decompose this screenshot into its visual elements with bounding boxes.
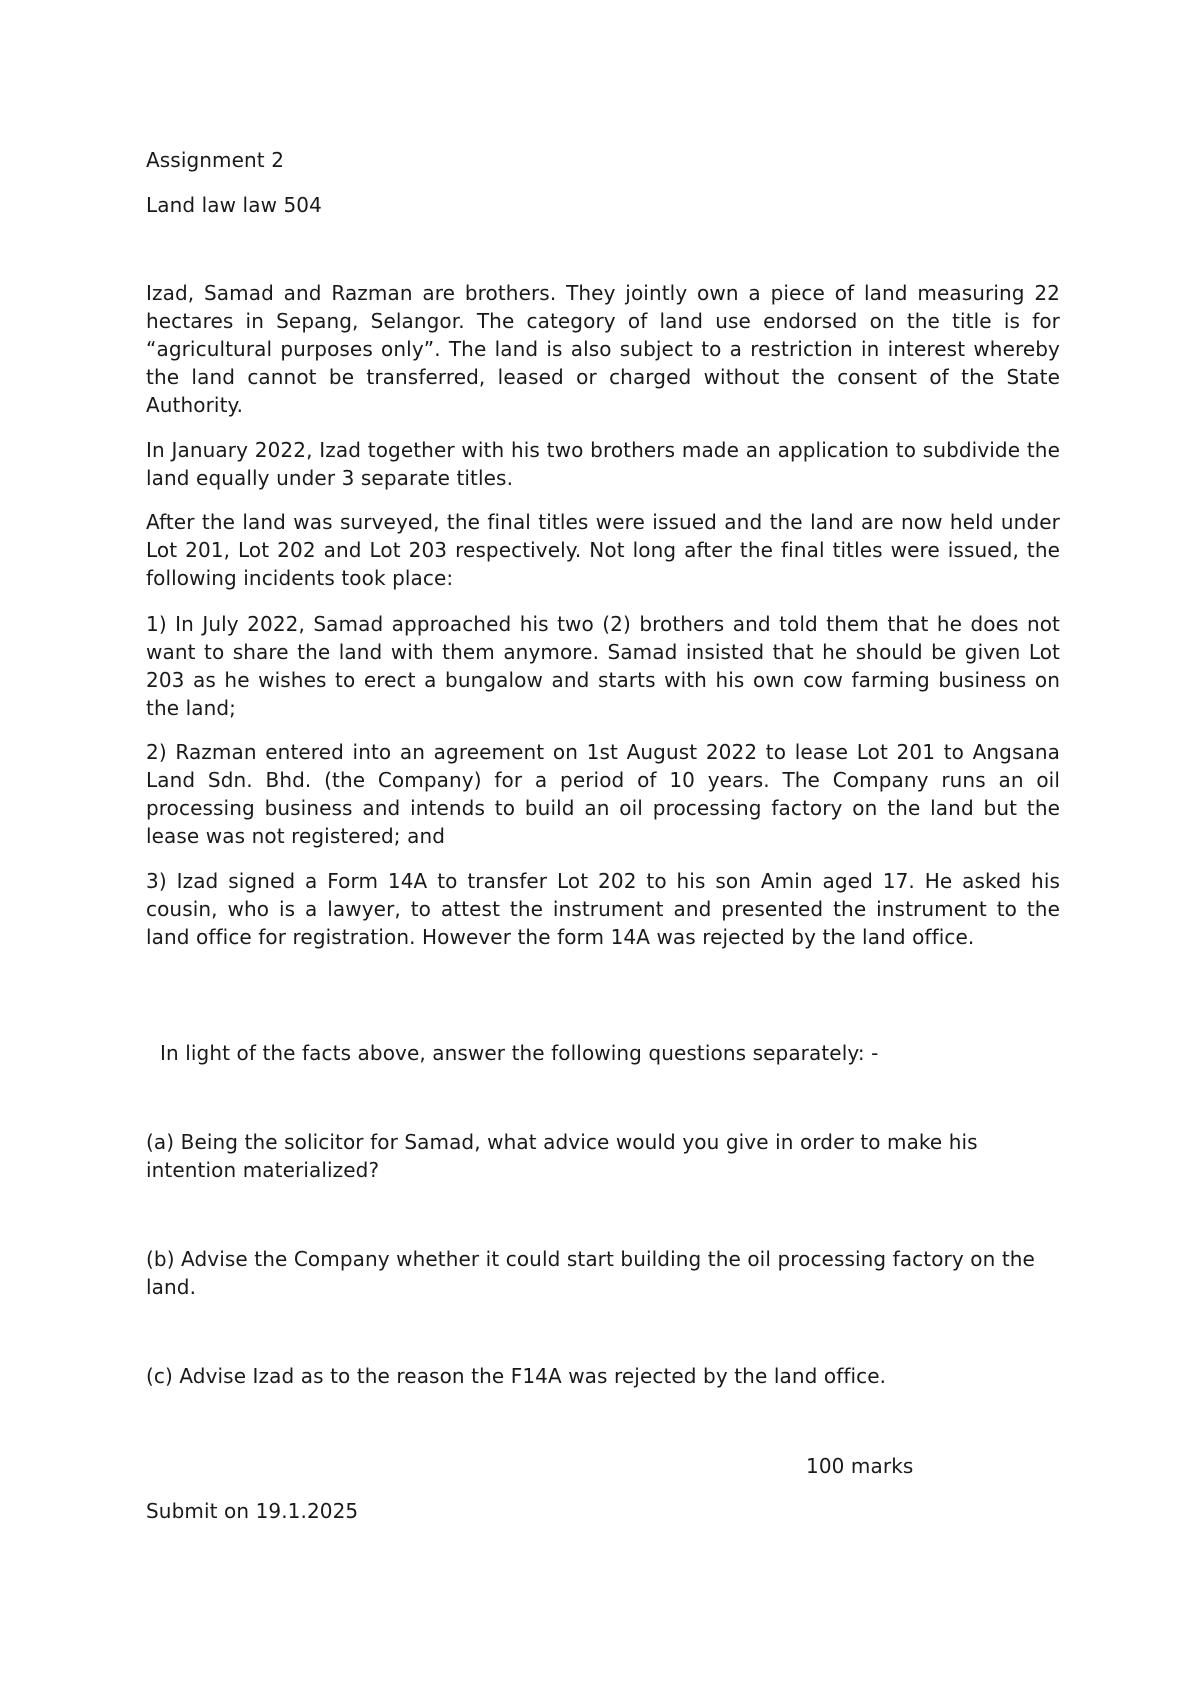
question-b: (b) Advise the Company whether it could start building the oil processing factory on the land. [146,1247,1035,1299]
incident-2: 2) Razman entered into an agreement on 1st August 2022 to lease Lot 201 to Angsana Land Sdn. Bhd. (the Company) for a period of 10 years. The Company runs an oil processing business and intends to build an oil processing factory on the land but the lease was not registered; and [146,740,1060,848]
incident-1: 1) In July 2022, Samad approached his two (2) brothers and told them that he does not want to share the land with them anymore. Samad insisted that he should be given Lot 203 as he wishes to erect a bungalow and starts with his own cow farming business on the land; [146,612,1060,720]
submission-date: Submit on 19.1.2025 [146,1499,359,1523]
paragraph-facts-2: In January 2022, Izad together with his two brothers made an application to subdivide the land equally under 3 separate titles. [146,438,1060,490]
paragraph-facts-3: After the land was surveyed, the final titles were issued and the land are now held under Lot 201, Lot 202 and Lot 203 respectively. Not long after the final titles were issued, the following incidents took place: [146,510,1060,590]
assignment-title: Assignment 2 [146,148,285,172]
question-c: (c) Advise Izad as to the reason the F14A was rejected by the land office. [146,1364,887,1388]
incident-3: 3) Izad signed a Form 14A to transfer Lot 202 to his son Amin aged 17. He asked his cousin, who is a lawyer, to attest the instrument and presented the instrument to the land office for registration. However the form 14A was rejected by the land office. [146,869,1060,949]
paragraph-facts-1: Izad, Samad and Razman are brothers. They jointly own a piece of land measuring 22 hectares in Sepang, Selangor. The category of land use endorsed on the title is for “agricultural purposes only”. The land is also subject to a restriction in interest whereby the land cannot be transferred, leased or charged without the consent of the State Authority. [146,281,1060,417]
total-marks: 100 marks [806,1454,914,1478]
questions-instruction: In light of the facts above, answer the following questions separately: - [160,1041,879,1065]
course-code: Land law law 504 [146,193,322,217]
question-a: (a) Being the solicitor for Samad, what advice would you give in order to make his intention materialized? [146,1130,978,1182]
